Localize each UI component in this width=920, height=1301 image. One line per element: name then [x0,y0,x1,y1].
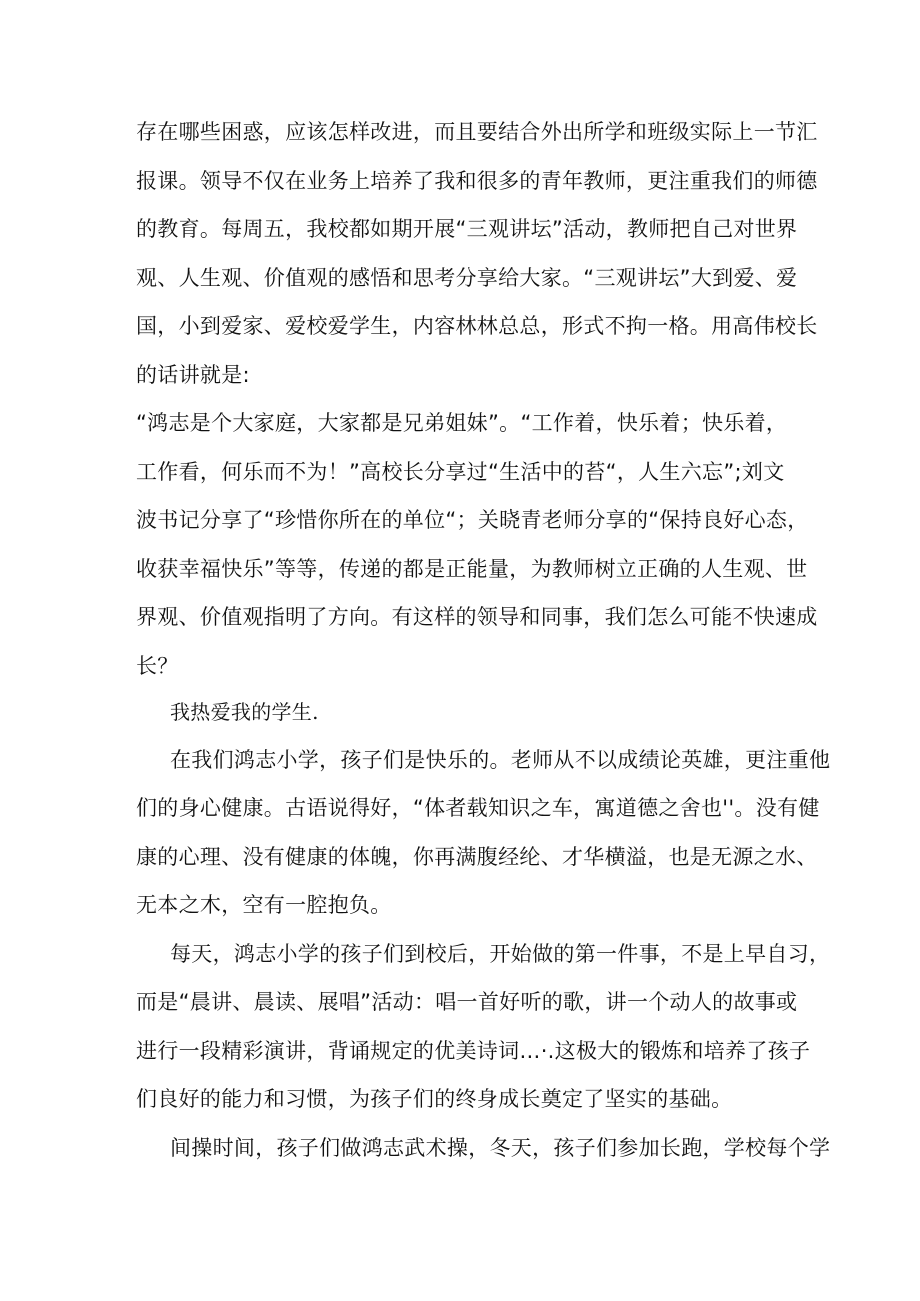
text-line: 工作看，何乐而不为！”高校长分享过“生活中的苔“，人生六忘”;刘文 [136,460,785,484]
text-line: 波书记分享了“珍惜你所在的单位“；关晓青老师分享的“保持良好心态， [136,508,809,532]
text-line: 而是“晨讲、晨读、展唱”活动：唱一首好听的歌，讲一个动人的故事或 [136,990,798,1014]
text-line: 长？ [136,654,179,678]
text-line: 们的身心健康。古语说得好，“体者载知识之车，寓道德之舍也''。没有健 [136,796,820,820]
text-line: 的教育。每周五，我校都如期开展“三观讲坛”活动，教师把自己对世界 [136,217,798,241]
text-line: 界观、价值观指明了方向。有这样的领导和同事，我们怎么可能不快速成 [136,605,818,629]
text-line: 的话讲就是: [136,363,250,387]
text-line: 国，小到爱家、爱校爱学生，内容林林总总，形式不拘一格。用高伟校长 [136,314,818,338]
text-line: 收获幸福快乐”等等，传递的都是正能量，为教师树立正确的人生观、世 [136,557,808,581]
text-line: 们良好的能力和习惯，为孩子们的终身成长奠定了坚实的基础。 [136,1087,733,1111]
section-heading: 我热爱我的学生. [170,700,319,724]
text-line: 在我们鸿志小学，孩子们是快乐的。老师从不以成绩论英雄，更注重他 [170,748,831,772]
text-line: 每天，鸿志小学的孩子们到校后，开始做的第一件事，不是上早自习， [170,942,831,966]
text-line: 康的心理、没有健康的体魄，你再满腹经纶、才华横溢，也是无源之水、 [136,845,818,869]
text-line: “鸿志是个大家庭，大家都是兄弟姐妹”。“工作着，快乐着；快乐着， [136,411,788,435]
text-line: 间操时间，孩子们做鸿志武术操，冬天，孩子们参加长跑，学校每个学 [170,1136,831,1160]
text-line: 无本之木，空有一腔抱负。 [136,893,392,917]
text-line: 观、人生观、价值观的感悟和思考分享给大家。“三观讲坛”大到爱、爱 [136,266,798,290]
text-line: 报课。领导不仅在业务上培养了我和很多的青年教师，更注重我们的师德 [136,169,818,193]
text-line: 存在哪些困惑，应该怎样改进，而且要结合外出所学和班级实际上一节汇 [136,120,818,144]
text-line: 进行一段精彩演讲，背诵规定的优美诗词…·.这极大的锻炼和培养了孩子 [136,1039,811,1063]
